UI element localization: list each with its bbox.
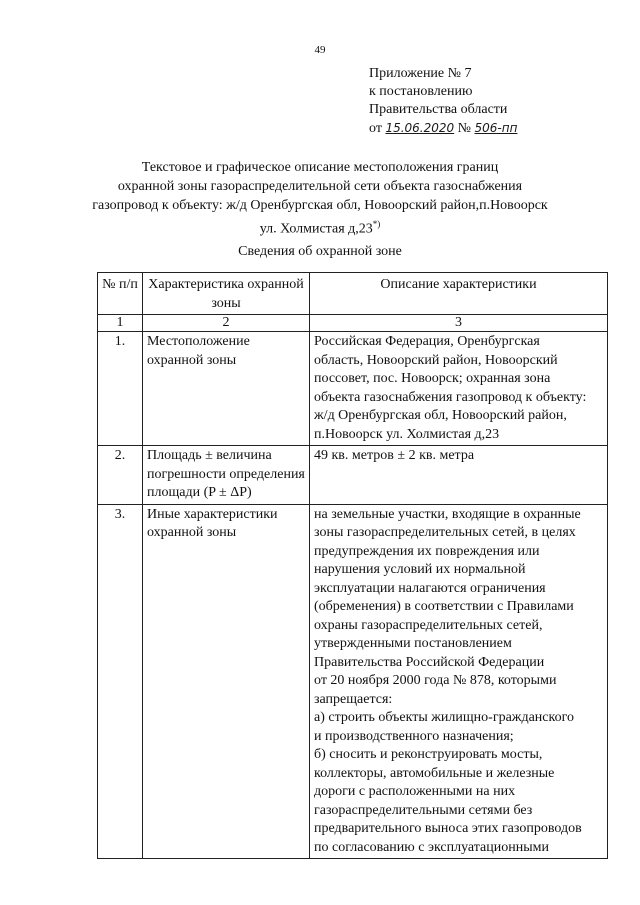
row-characteristic: Местоположение охранной зоны bbox=[143, 332, 310, 446]
description-line: и производственного назначения; bbox=[314, 728, 514, 744]
description-line: ж/д Оренбургская обл, Новоорский район, bbox=[314, 408, 567, 423]
row-number: 3. bbox=[98, 504, 143, 859]
row-number: 2. bbox=[98, 446, 143, 505]
description-line: охраны газораспределительных сетей, bbox=[314, 617, 543, 633]
description-line: зоны газораспределительных сетей, в целях bbox=[314, 525, 576, 540]
description-line: Российская Федерация, Оренбургская bbox=[314, 334, 540, 349]
row-description bbox=[310, 504, 608, 859]
row-characteristic: Иные характеристики охранной зоны bbox=[143, 504, 310, 859]
description-line: предварительного выноса этих газопроводов bbox=[314, 821, 582, 836]
appendix-line-3: Правительства области bbox=[369, 102, 508, 117]
description-line: газораспределительными сетями без bbox=[314, 802, 533, 818]
resolution-number: 506-пп bbox=[474, 121, 518, 135]
title-line-2: охранной зоны газораспределительной сети объекта газоснабжения bbox=[117, 179, 523, 194]
footnote-mark: *) bbox=[372, 219, 381, 229]
title-line-3: газопровод к объекту: ж/д Оренбургская обл, Новоорский район,п.Новоорск bbox=[92, 198, 548, 213]
row-characteristic: Площадь ± величина погрешности определения площади (P ± ΔP) bbox=[143, 446, 310, 505]
description-line: запрещается: bbox=[314, 691, 393, 707]
description-line: предупреждения их повреждения или bbox=[314, 543, 540, 559]
appendix-line-1: Приложение № 7 bbox=[369, 66, 472, 81]
description-line: объекта газоснабжения газопровод к объекту: bbox=[314, 389, 587, 405]
title-line-1: Текстовое и графическое описание местоположения границ bbox=[141, 160, 499, 175]
appendix-date-line bbox=[369, 119, 517, 138]
column-number-1: 1 bbox=[98, 315, 143, 332]
column-number-3: 3 bbox=[310, 315, 608, 332]
header-description: Описание характеристики bbox=[310, 273, 608, 315]
description-line: коллекторы, автомобильные и железные bbox=[314, 765, 555, 781]
title-address: ул. Холмистая д,23 bbox=[259, 221, 373, 237]
appendix-line-2: к постановлению bbox=[369, 84, 473, 99]
title-line-4 bbox=[80, 215, 560, 239]
description-line: по согласованию с эксплуатационными bbox=[314, 839, 549, 855]
header-characteristic: Характеристика охранной зоны bbox=[143, 273, 310, 315]
description-line: б) сносить и реконструировать мосты, bbox=[314, 747, 543, 762]
description-line: п.Новоорск ул. Холмистая д,23 bbox=[314, 426, 500, 442]
description-line: на земельные участки, входящие в охранные bbox=[314, 506, 581, 522]
table-row bbox=[98, 332, 608, 446]
description-line: утвержденными постановлением bbox=[314, 636, 512, 651]
description-line: (обременения) в соответствии с Правилами bbox=[314, 599, 574, 614]
column-number-2: 2 bbox=[143, 315, 310, 332]
description-line: Правительства Российской Федерации bbox=[314, 654, 545, 670]
number-prefix: № bbox=[457, 121, 472, 136]
section-subtitle: Сведения об охранной зоне bbox=[238, 244, 402, 259]
description-line: от 20 ноября 2000 года № 878, которыми bbox=[314, 673, 557, 688]
description-line: 49 кв. метров ± 2 кв. метра bbox=[314, 448, 475, 463]
row-description bbox=[310, 332, 608, 446]
description-line: дороги с расположенными на них bbox=[314, 784, 516, 799]
description-line: а) строить объекты жилищно-гражданского bbox=[314, 710, 574, 725]
description-line: эксплуатации налагаются ограничения bbox=[314, 580, 546, 596]
document-title bbox=[80, 158, 560, 239]
zone-table bbox=[97, 272, 608, 859]
date-prefix: от bbox=[369, 121, 382, 136]
table-row bbox=[98, 446, 608, 505]
description-line: область, Новоорский район, Новоорский bbox=[314, 352, 558, 368]
page-number: 49 bbox=[314, 44, 326, 56]
row-description bbox=[310, 446, 608, 505]
description-line: поссовет, пос. Новоорск; охранная зона bbox=[314, 371, 551, 386]
row-number: 1. bbox=[98, 332, 143, 446]
description-line: нарушения условий их нормальной bbox=[314, 562, 526, 577]
table-row bbox=[98, 504, 608, 859]
resolution-date: 15.06.2020 bbox=[385, 121, 455, 135]
header-number: № п/п bbox=[98, 273, 143, 315]
appendix-block bbox=[369, 65, 517, 138]
